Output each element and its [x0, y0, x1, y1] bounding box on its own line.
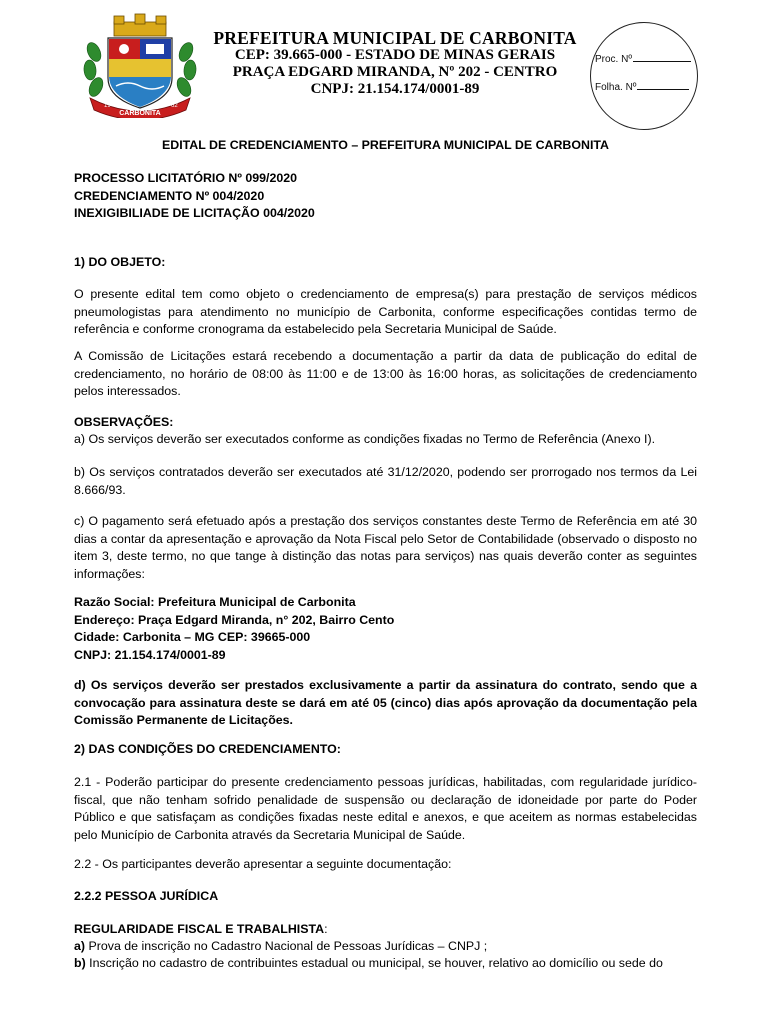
item-b-label: b)	[74, 956, 86, 970]
section1-paragraph1: O presente edital tem como objeto o credenciamento de empresa(s) para prestação de serviços médicos pneumologistas para atendimento no município de Carbonita, conforme especificações contidas termo de referência e conforme cronograma da estabelecido pela Secretaria Municipal de Saúde.	[74, 287, 697, 336]
observation-b: b) Os serviços contratados deverão ser executados até 31/12/2020, podendo ser prorrogado nos termos da Lei 8.666/93.	[74, 465, 697, 497]
billing-info	[74, 594, 697, 664]
letterhead-cnpj: CNPJ: 21.154.174/0001-89	[310, 81, 480, 97]
document-title: EDITAL DE CREDENCIAMENTO – PREFEITURA MUNICIPAL DE CARBONITA	[162, 138, 609, 152]
section-2-2-2-heading: 2.2.2 PESSOA JURÍDICA	[74, 889, 219, 903]
credenciamento-number: CREDENCIAMENTO Nº 004/2020	[74, 188, 265, 203]
stamp-folha-line	[637, 79, 689, 90]
fiscal-regularity-heading: REGULARIDADE FISCAL E TRABALHISTA	[74, 922, 325, 936]
item-b-text: Inscrição no cadastro de contribuintes estadual ou municipal, se houver, relativo ao domicílio ou sede do	[85, 956, 663, 970]
billing-cnpj: CNPJ: 21.154.174/0001-89	[74, 647, 226, 662]
protocol-stamp	[590, 22, 698, 130]
process-refs	[74, 170, 697, 223]
requirement-item-a	[74, 938, 697, 956]
letterhead-cep: CEP: 39.665-000 - ESTADO DE MINAS GERAIS	[234, 47, 556, 63]
letterhead-address: PRAÇA EDGARD MIRANDA, Nº 202 - CENTRO	[232, 64, 558, 80]
municipal-crest-logo	[80, 12, 200, 118]
billing-razao-social: Razão Social: Prefeitura Municipal de Carbonita	[74, 595, 356, 609]
stamp-folha-label: Folha. Nº	[595, 82, 637, 93]
crest-year-left: 19	[104, 103, 111, 109]
requirement-item-b	[74, 955, 697, 973]
item-a-label: a)	[74, 939, 86, 953]
process-number: PROCESSO LICITATÓRIO Nº 099/2020	[74, 171, 298, 185]
section1-heading: 1) DO OBJETO:	[74, 255, 166, 269]
item-a-text: Prova de inscrição no Cadastro Nacional de Pessoas Jurídicas – CNPJ ;	[85, 939, 488, 953]
billing-endereco: Endereço: Praça Edgard Miranda, n° 202, Bairro Cento	[74, 612, 395, 627]
fiscal-regularity-colon: :	[324, 922, 328, 936]
inexigibilidade-number: INEXIGIBILIADE DE LICITAÇÃO 004/2020	[74, 206, 315, 220]
stamp-proc-row	[595, 51, 691, 65]
crest-year-right: 62	[171, 103, 178, 109]
crest-ribbon-text: CARBONITA	[119, 110, 161, 117]
observation-c: c) O pagamento será efetuado após a prestação dos serviços constantes deste Termo de Referência em até 30 dias a contar da apresentação e aprovação da Nota Fiscal pelo Setor de Contabilidade (observado o disposto no item 3, deste termo, no que tange à distinção das notas para serviços) nas quais deverão conter as seguintes informações:	[74, 514, 697, 581]
billing-cidade: Cidade: Carbonita – MG CEP: 39665-000	[74, 630, 311, 644]
observation-d: d) Os serviços deverão ser prestados exclusivamente a partir da assinatura do contrato, sendo que a convocação para assinatura deste se dará em até 05 (cinco) dias após aprovação da documentação pela Comissão Permanente de Licitações.	[74, 678, 697, 727]
stamp-proc-label: Proc. Nº	[595, 54, 632, 65]
letterhead	[205, 30, 585, 98]
observations-heading: OBSERVAÇÕES:	[74, 415, 174, 429]
section2-heading: 2) DAS CONDIÇÕES DO CREDENCIAMENTO:	[74, 742, 341, 756]
observation-a: a) Os serviços deverão ser executados conforme as condições fixadas no Termo de Referência (Anexo I).	[74, 432, 656, 446]
letterhead-title: PREFEITURA MUNICIPAL DE CARBONITA	[213, 28, 577, 48]
section2-paragraph-2-2: 2.2 - Os participantes deverão apresentar a seguinte documentação:	[74, 857, 452, 871]
section1-paragraph2: A Comissão de Licitações estará recebendo a documentação a partir da data de publicação do edital de credenciamento, no horário de 08:00 às 11:00 e de 13:00 às 16:00 horas, as solicitações de credenciamento pelos interessados.	[74, 349, 697, 398]
stamp-proc-line	[633, 51, 691, 62]
fiscal-regularity-heading-row	[74, 921, 697, 939]
section2-paragraph-2-1: 2.1 - Poderão participar do presente credenciamento pessoas jurídicas, habilitadas, com regularidade jurídico-fiscal, que não tenham sofrido penalidade de suspensão ou declaração de idoneidade por parte do Poder Público e que satisfaçam as condições fixadas neste edital e anexos, e que aceitem as normas estabelecidas pelo Município de Carbonita através da Secretaria Municipal de Saúde.	[74, 775, 697, 842]
stamp-folha-row	[595, 79, 689, 93]
